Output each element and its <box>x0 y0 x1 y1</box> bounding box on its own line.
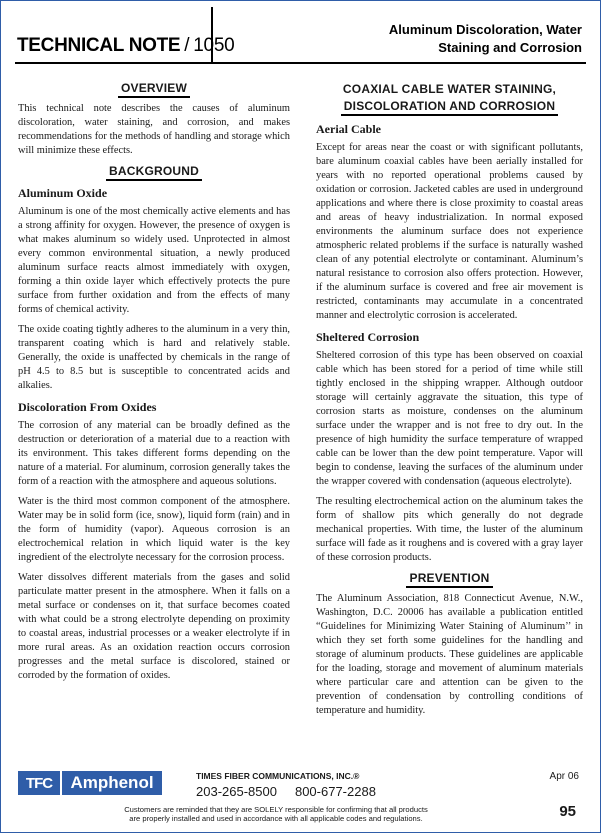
revision-date: Apr 06 <box>549 771 579 782</box>
document-title <box>389 21 582 57</box>
aluminum-oxide-paragraph-2: The oxide coating tightly adheres to the aluminum in a very thin, transparent coating which is hard and relatively stable. Generally, the oxide is unaffected by chemicals in the range of pH 4.5 to 8.5 but is susceptible to concentrated acids and alkalies. <box>18 324 290 391</box>
tfc-logo-mark: TFC <box>18 771 60 795</box>
header-divider <box>211 7 213 62</box>
phone-numbers <box>196 784 394 799</box>
sheltered-corrosion-subheading: Sheltered Corrosion <box>316 330 420 344</box>
technical-note-separator: / <box>184 35 190 56</box>
sheltered-corrosion-paragraph-1: Sheltered corrosion of this type has been observed on coaxial cable which has been stored for a period of time while still tightly enclosed in the shipping wrapper. Although outdoor storage will certainly aggravate the situation, this type of corrosion starts as moisture, condenses on the aluminum surface under the wrapper and is not free to dry out. In the presence of high humidity the surface temperature of wrapped cable can be lower than the dew point temperature. Vapor will begin to condense, leaving the surfaces of the aluminum under the wrapper covered with condensation (aqueous electrolyte). <box>316 350 583 487</box>
coaxial-heading <box>316 81 583 115</box>
coaxial-heading-line1: COAXIAL CABLE WATER STAINING, <box>342 82 557 96</box>
page-number: 95 <box>559 803 576 820</box>
aluminum-oxide-paragraph-1: Aluminum is one of the most chemically active elements and has a strong affinity for oxygen. However, the presence of oxygen is what makes aluminum so widely used. Unprotected in almost every common environmental situation, a newly produced aluminum surface reacts almost immediately with oxygen, forming a thin oxide layer which effectively protects the pure surface from further oxidation and from the effects of many forms of chemical activity. <box>18 206 290 315</box>
document-title-line1: Aluminum Discoloration, Water <box>388 22 582 37</box>
overview-paragraph: This technical note describes the causes of aluminum discoloration, water staining, and corrosion, and makes recommendations for the methods of handling and storage which will minimize these effects. <box>18 103 290 156</box>
coaxial-heading-line2: DISCOLORATION AND CORROSION <box>341 99 558 116</box>
disclaimer <box>61 805 491 823</box>
background-heading <box>18 164 290 179</box>
technical-note-number: 1050 <box>193 35 235 56</box>
overview-heading <box>18 81 290 96</box>
background-heading-text: BACKGROUND <box>106 164 202 181</box>
disclaimer-line2: are properly installed and used in accordance with all applicable codes and regulations. <box>129 814 423 823</box>
prevention-heading-text: PREVENTION <box>406 571 492 588</box>
disclaimer-line1: Customers are reminded that they are SOLELY responsible for confirming that all products <box>124 805 428 814</box>
discoloration-paragraph-2: Water is the third most common component of the atmosphere. Water may be in solid form (ice, snow), liquid form (rain) and in the form of humidity (vapor). Aqueous corrosion is an electrochemical relation in which liquid water is the key ingredient of the electrolyte necessary for the corrosion process. <box>18 496 290 563</box>
right-column <box>316 81 583 724</box>
sheltered-corrosion-paragraph-2: The resulting electrochemical action on the aluminum takes the form of shallow pits which generally do not degrade mechanical properties. With time, the luster of the aluminum surface will fade as it roughens and is covered with a gray layer of these corrosion products. <box>316 496 583 563</box>
aluminum-oxide-subheading: Aluminum Oxide <box>18 186 108 200</box>
overview-heading-text: OVERVIEW <box>118 81 190 98</box>
discoloration-paragraph-1: The corrosion of any material can be broadly defined as the destruction or deterioration of a material due to a reaction with its environment. This takes different forms depending on the nature of a material. For aluminum, corrosion generally takes the form of a reaction with the atmosphere and aqueous solutions. <box>18 420 290 487</box>
company-name: TIMES FIBER COMMUNICATIONS, INC.® <box>196 771 360 781</box>
prevention-paragraph: The Aluminum Association, 818 Connecticut Avenue, N.W., Washington, D.C. 20006 has available a publication entitled “Guidelines for Minimizing Water Staining of Aluminum’’ in which they set forth some guidelines for the handling and storage of aluminum products. These guidelines are applicable for the loading, storage and movement of aluminum materials where particular care and attention can be given to the prevention of condensation by controlling conditions of temperature and humidity. <box>316 593 583 716</box>
technical-note-label <box>17 35 234 57</box>
aerial-cable-paragraph: Except for areas near the coast or with significant pollutants, bare aluminum coaxial cables have been aerially installed for years with no reported operational problems caused by oxidation or corrosion. Jacketed cables are used in underground applications and where there is close proximity to coastal areas and areas of heavy industrialization. In normal exposed environments the aluminum surface does not experience atmospheric related problems if the surface is naturally washed clean of any potential electrolyte or contaminant. Aluminum’s natural resistance to corrosion also offers protection. However, if the aluminum surface is covered and free air movement is restricted, contaminants may accumulate in a concentrated manner and electrolytic corrosion is accelerated. <box>316 142 583 321</box>
amphenol-logo <box>18 771 162 795</box>
prevention-heading <box>316 571 583 586</box>
amphenol-wordmark: Amphenol <box>62 771 162 795</box>
technical-note-text: TECHNICAL NOTE <box>17 35 181 56</box>
aerial-cable-subheading: Aerial Cable <box>316 122 381 136</box>
discoloration-paragraph-3: Water dissolves different materials from the gases and solid particulate matter present in the atmosphere. When it falls on a metal surface or condenses on it, that surface becomes coated with what could be a strong electrolyte depending on proximity to coastal areas, industrial processes or a weaker electrolyte if in more rural areas. As an oxidation reaction occurs corrosion progresses and the metal surface is discolored, stained or corroded by the formation of oxides. <box>18 572 290 681</box>
phone-number-1: 203-265-8500 <box>196 784 277 799</box>
left-column <box>18 81 290 689</box>
page-header <box>1 1 600 69</box>
page-footer <box>1 763 600 833</box>
phone-number-2: 800-677-2288 <box>294 784 376 799</box>
discoloration-subheading: Discoloration From Oxides <box>18 400 157 414</box>
header-rule <box>15 62 586 64</box>
document-title-line2: Staining and Corrosion <box>438 40 582 55</box>
